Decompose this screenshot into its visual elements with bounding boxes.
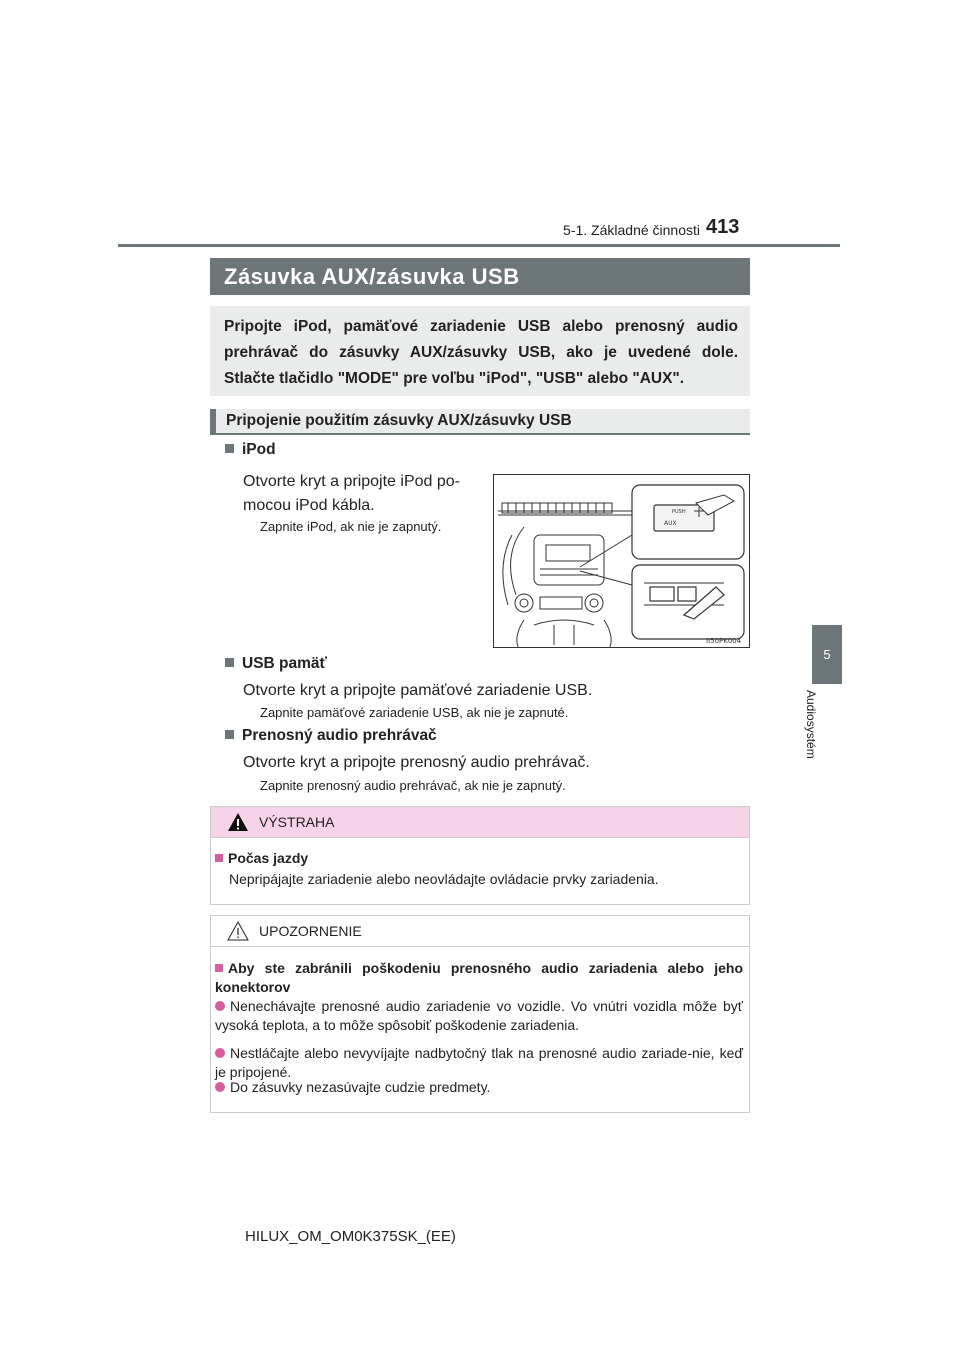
pink-square-bullet-icon <box>215 854 223 862</box>
item-usb-text: Otvorte kryt a pripojte pamäťové zariadenie USB. <box>243 682 593 699</box>
aux-usb-illustration <box>493 474 750 648</box>
header-rule <box>118 244 840 247</box>
caution-bullet-1: Nenechávajte prenosné audio zariadenie vo vozidle. Vo vnútri vozidla môže byť vysoká teplota, a to môže spôsobiť poškodenie zariadenia. <box>215 998 743 1033</box>
square-bullet-icon <box>225 444 234 453</box>
item-ipod-note: Zapnite iPod, ak nie je zapnutý. <box>260 519 442 534</box>
chapter-tab <box>812 625 842 684</box>
item-ipod-heading: iPod <box>225 441 276 459</box>
caution-triangle-icon <box>227 921 249 941</box>
pink-dot-bullet-icon <box>215 1048 225 1058</box>
subheading-text: Pripojenie použitím zásuvky AUX/zásuvky USB <box>226 412 572 429</box>
chapter-label: Audiosystém <box>804 690 818 759</box>
caution-box <box>210 915 750 1113</box>
pink-square-bullet-icon <box>215 964 223 972</box>
item-portable-text: Otvorte kryt a pripojte prenosný audio prehrávač. <box>243 754 590 771</box>
warning-title: VÝSTRAHA <box>259 814 335 830</box>
chapter-number: 5 <box>823 647 831 662</box>
item-usb-heading: USB pamäť <box>225 655 327 673</box>
item-ipod-line2: mocou iPod kábla. <box>243 497 375 514</box>
item-usb-note: Zapnite pamäťové zariadenie USB, ak nie je zapnuté. <box>260 705 569 720</box>
warning-header <box>211 807 749 838</box>
push-label: PUSH <box>672 509 686 515</box>
caution-bullet-3: Do zásuvky nezasúvajte cudzie predmety. <box>215 1078 743 1097</box>
intro-text: Pripojte iPod, pamäťové zariadenie USB alebo prenosný audio prehrávač do zásuvky AUX/zásuvky USB, ako je uvedené dole. Stlačte tlačidlo "MODE" pre voľbu "iPod", "USB" alebo "AUX". <box>224 318 738 387</box>
aux-label: AUX <box>664 520 677 527</box>
pink-dot-bullet-icon <box>215 1082 225 1092</box>
page-title-text: Zásuvka AUX/zásuvka USB <box>224 263 520 289</box>
warning-triangle-icon <box>227 812 249 832</box>
caution-heading: Aby ste zabránili poškodeniu prenosného audio zariadenia alebo jeho konektorov <box>215 960 743 995</box>
subheading <box>210 409 750 435</box>
document-code: HILUX_OM_OM0K375SK_(EE) <box>245 1228 456 1245</box>
intro-box <box>210 306 750 396</box>
square-bullet-icon <box>225 658 234 667</box>
caution-title: UPOZORNENIE <box>259 923 362 939</box>
dashboard-drawing <box>494 475 749 647</box>
item-ipod-line1: Otvorte kryt a pripojte iPod po- <box>243 473 460 490</box>
item-portable-heading: Prenosný audio prehrávač <box>225 727 437 745</box>
section-title: 5-1. Základné činnosti <box>563 222 700 238</box>
illustration-code: II50PK004 <box>706 637 742 645</box>
warning-heading: Počas jazdy <box>215 849 308 868</box>
page-title <box>210 258 750 295</box>
page-number: 413 <box>706 216 740 238</box>
item-portable-note: Zapnite prenosný audio prehrávač, ak nie je zapnutý. <box>260 778 566 793</box>
warning-box <box>210 806 750 905</box>
square-bullet-icon <box>225 730 234 739</box>
pink-dot-bullet-icon <box>215 1001 225 1011</box>
warning-text: Nepripájajte zariadenie alebo neovládajte ovládacie prvky zariadenia. <box>229 871 659 887</box>
caution-bullet-2: Nestláčajte alebo nevyvíjajte nadbytočný tlak na prenosné audio zariade-nie, keď je pripojené. <box>215 1045 743 1080</box>
caution-header <box>211 916 749 947</box>
